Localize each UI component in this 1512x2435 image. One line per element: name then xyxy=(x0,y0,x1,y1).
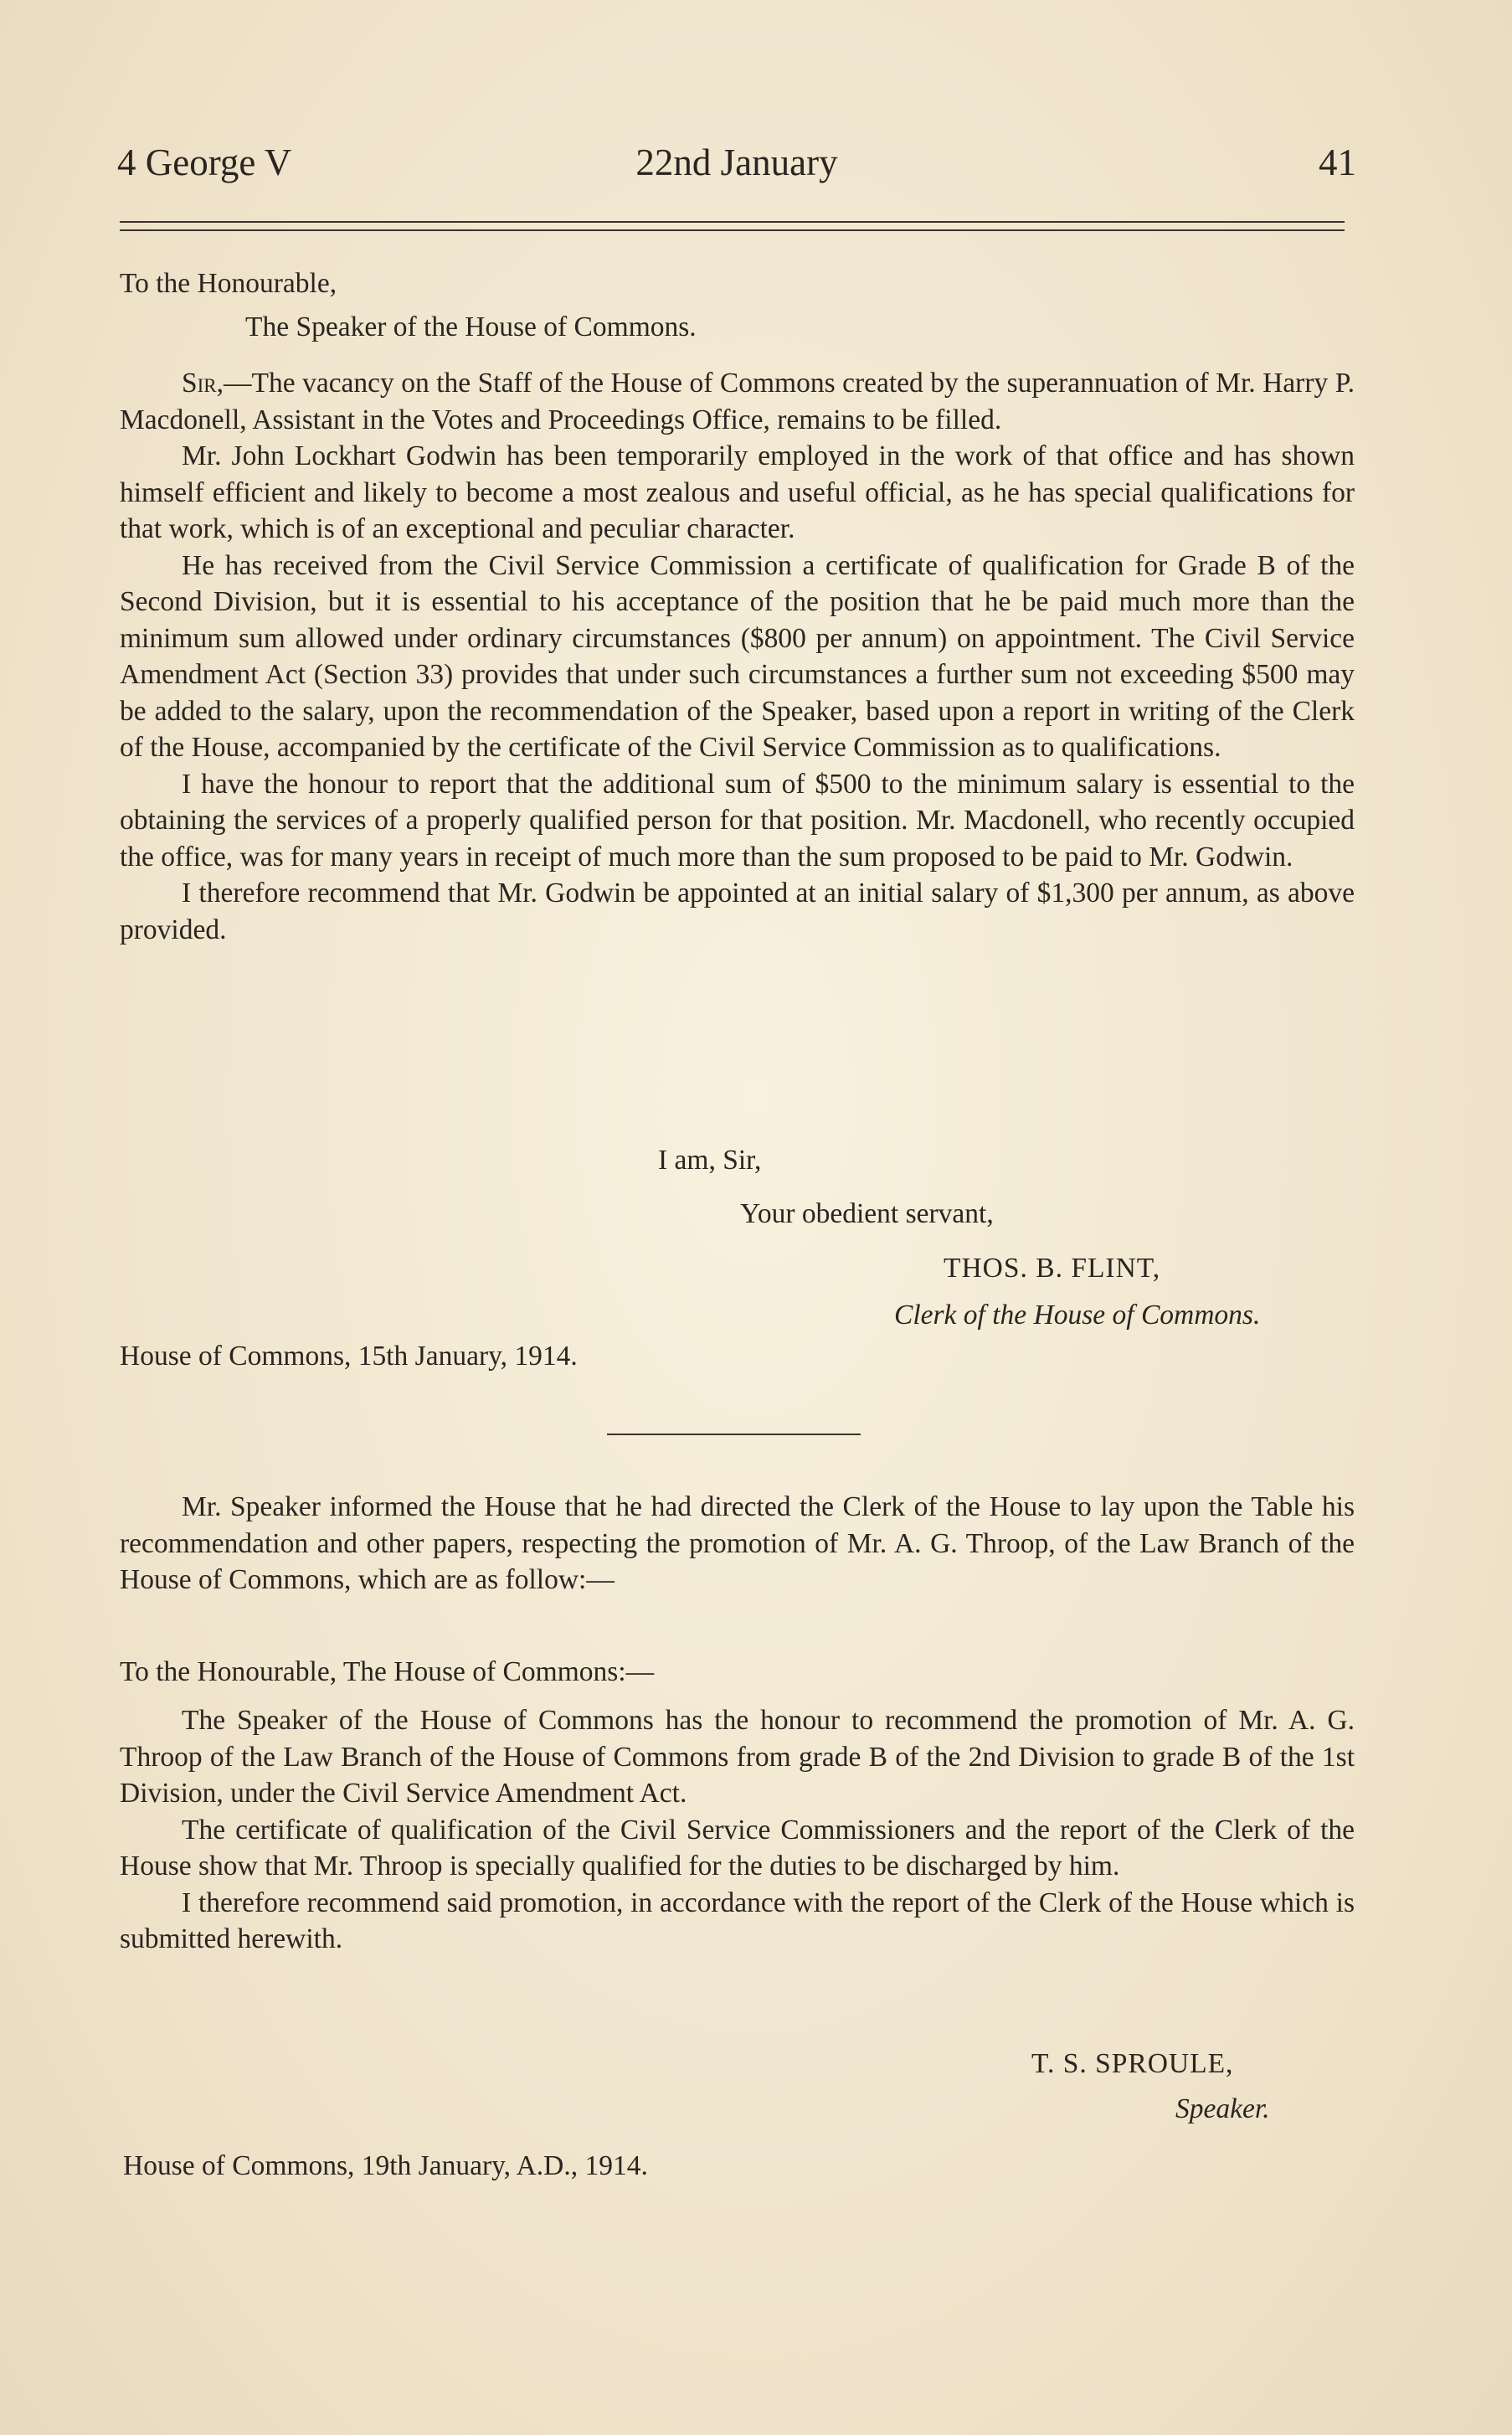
letter2-paragraph: The Speaker of the House of Commons has the honour to recommend the promotion of Mr. A. G. Throop of the Law Branch of the House of Commons from grade B of the 2nd Division to grade B of the 1st Division, under the Civil Service Amendment Act. xyxy=(120,1705,1355,1809)
letter1-salutation-line1: To the Honourable, xyxy=(120,268,337,299)
intro-paragraph: Mr. Speaker informed the House that he had directed the Clerk of the House to lay upon the Table his recommendation and other papers, respecting the promotion of Mr. A. G. Throop, of the Law Branch of the House of Commons, which are as follow:— xyxy=(120,1491,1355,1595)
letter1-sir: Sir, xyxy=(182,368,224,399)
letter2-paragraph: I therefore recommend said promotion, in accordance with the report of the Clerk of the House which is submitted herewith. xyxy=(120,1887,1355,1954)
letter1-signatory-title: Clerk of the House of Commons. xyxy=(894,1300,1261,1331)
letter1-paragraph: He has received from the Civil Service Commission a certificate of qualification for Grade B of the Second Division, but it is essential to his acceptance of the position that he be paid much more than the minimum sum allowed under ordinary circumstances ($800 per annum) on appointment. The Civil Service Amendment Act (Section 33) provides that under such circumstances a further sum not exceeding $500 may be added to the salary, upon the recommendation of the Speaker, based upon a report in writing of the Clerk of the House, accompanied by the certificate of the Civil Service Commission as to qualifications. xyxy=(120,549,1355,763)
header-double-rule xyxy=(120,221,1345,231)
letter2-place-date: House of Commons, 19th January, A.D., 1914. xyxy=(123,2150,648,2181)
letter2-salutation: To the Honourable, The House of Commons:— xyxy=(120,1656,655,1687)
letter2-body xyxy=(120,1702,1355,1958)
letter1-salutation-line2: The Speaker of the House of Commons. xyxy=(245,311,697,342)
page-number: 41 xyxy=(1319,142,1356,183)
letter1-signatory: THOS. B. FLINT, xyxy=(944,1253,1161,1284)
letter2-signatory: T. S. SPROULE, xyxy=(1031,2048,1234,2079)
header-date: 22nd January xyxy=(635,142,838,183)
letter1-paragraph: Sir,—The vacancy on the Staff of the House of Commons created by the superannuation of Mr. Harry P. Macdonell, Assistant in the Votes and Proceedings Office, remains to be filled. xyxy=(120,368,1355,435)
section-divider xyxy=(607,1434,861,1435)
letter1-paragraph: I therefore recommend that Mr. Godwin be appointed at an initial salary of $1,300 per annum, as above provided. xyxy=(120,878,1355,945)
intro-paragraph-block xyxy=(120,1489,1355,1598)
letter2-signatory-title: Speaker. xyxy=(1175,2093,1270,2124)
header-regnal-year: 4 George V xyxy=(117,142,292,183)
letter1-place-date: House of Commons, 15th January, 1914. xyxy=(120,1341,578,1372)
letter2-salutation-block xyxy=(120,1654,1355,1691)
letter1-paragraph: Mr. John Lockhart Godwin has been temporarily employed in the work of that office and has shown himself efficient and likely to become a most zealous and useful official, as he has special qualifications for that work, which is of an exceptional and peculiar character. xyxy=(120,440,1355,544)
letter1-closing-2: Your obedient servant, xyxy=(740,1198,994,1229)
letter2-paragraph: The certificate of qualification of the Civil Service Commissioners and the report of the Clerk of the House show that Mr. Throop is specially qualified for the duties to be discharged by him. xyxy=(120,1814,1355,1882)
letter1-closing-1: I am, Sir, xyxy=(658,1145,762,1176)
letter1-paragraph: I have the honour to report that the additional sum of $500 to the minimum salary is essential to the obtaining the services of a properly qualified person for that position. Mr. Macdonell, who recently occupied the office, was for many years in receipt of much more than the sum proposed to be paid to Mr. Godwin. xyxy=(120,768,1355,873)
page-header xyxy=(117,141,1356,191)
letter1-body xyxy=(120,365,1355,948)
